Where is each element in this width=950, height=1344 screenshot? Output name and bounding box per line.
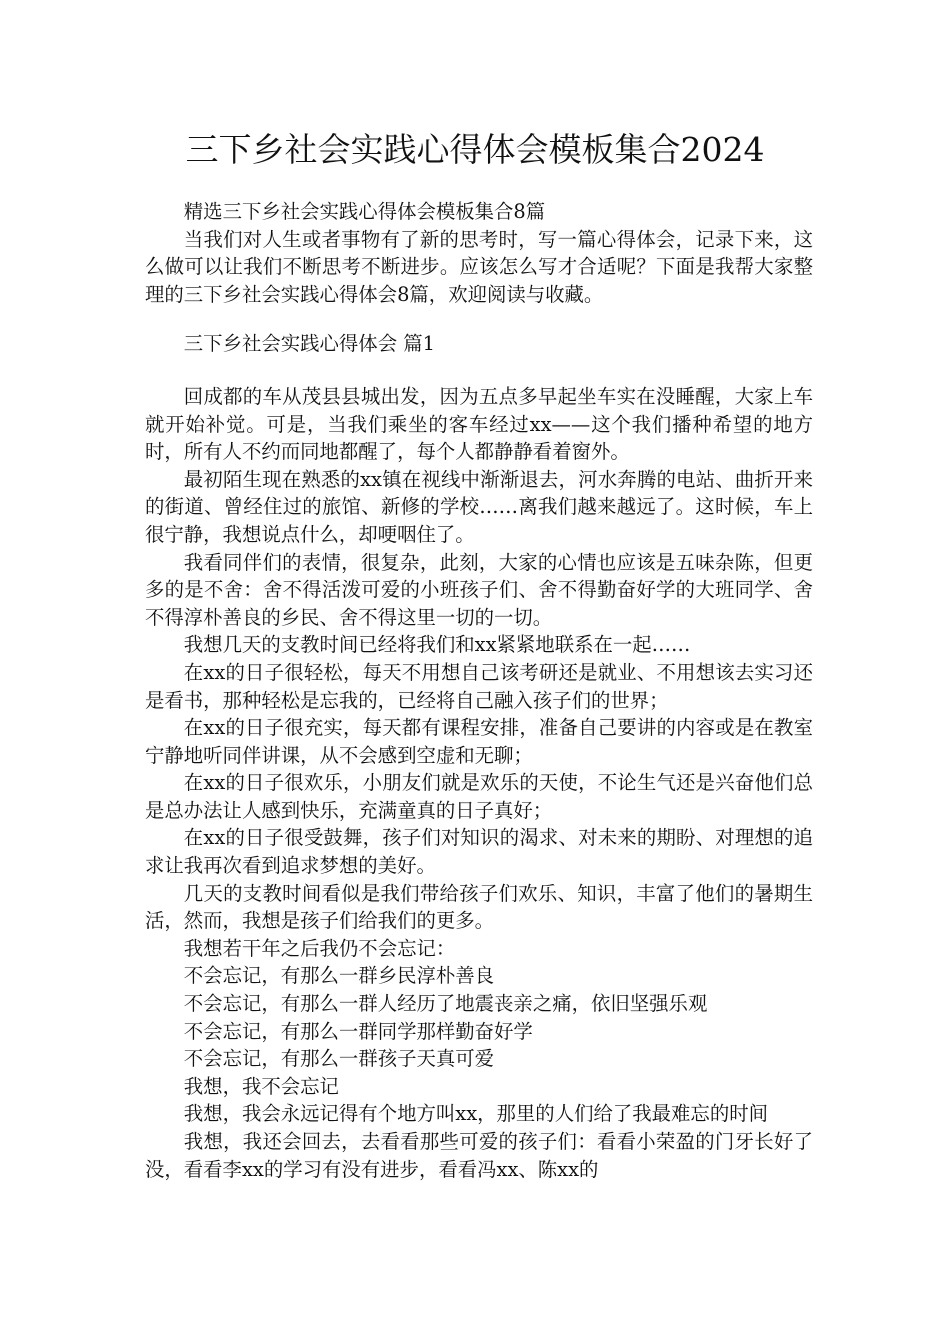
paragraph: 不会忘记，有那么一群同学那样勤奋好学: [183, 1019, 533, 1043]
paragraph: 我想，我会永远记得有个地方叫xx，那里的人们给了我最难忘的时间: [183, 1102, 768, 1126]
paragraph: 不会忘记，有那么一群人经历了地震丧亲之痛，依旧坚强乐观: [183, 992, 708, 1016]
paragraph: 不会忘记，有那么一群孩子天真可爱: [183, 1047, 495, 1071]
paragraph: 不会忘记，有那么一群乡民淳朴善良: [183, 964, 495, 988]
paragraph: 我看同伴们的表情，很复杂，此刻，大家的心情也应该是五味杂陈，但更多的是不舍：舍不得活泼可爱的小班孩子们、舍不得勤奋好学的大班同学、舍不得淳朴善良的乡民、舍不得这里一切的一切。: [145, 550, 813, 629]
document-body: [145, 198, 813, 1183]
paragraph: 我想，我还会回去，去看看那些可爱的孩子们：看看小荣盈的门牙长好了没，看看李xx的学习有没有进步，看看冯xx、陈xx的: [145, 1130, 813, 1181]
paragraph: 在xx的日子很受鼓舞，孩子们对知识的渴求、对未来的期盼、对理想的追求让我再次看到追求梦想的美好。: [145, 826, 813, 878]
paragraph: 我想，我不会忘记: [183, 1074, 339, 1098]
paragraph: 几天的支教时间看似是我们带给孩子们欢乐、知识，丰富了他们的暑期生活，然而，我想是孩子们给我们的更多。: [145, 881, 813, 933]
section-heading: 三下乡社会实践心得体会 篇1: [183, 332, 435, 356]
paragraph: 最初陌生现在熟悉的xx镇在视线中渐渐退去，河水奔腾的电站、曲折开来的街道、曾经住过的旅馆、新修的学校……离我们越来越远了。这时候，车上很宁静，我想说点什么，却哽咽住了。: [145, 467, 813, 546]
paragraph: 在xx的日子很欢乐，小朋友们就是欢乐的天使，不论生气还是兴奋他们总是总办法让人感到快乐，充满童真的日子真好；: [145, 771, 813, 822]
paragraph: 回成都的车从茂县县城出发，因为五点多早起坐车实在没睡醒，大家上车就开始补觉。可是，当我们乘坐的客车经过xx——这个我们播种希望的地方时，所有人不约而同地都醒了，每个人都静静看着窗外。: [145, 384, 813, 464]
paragraph: 我想几天的支教时间已经将我们和xx紧紧地联系在一起……: [183, 633, 691, 657]
intro-line: 精选三下乡社会实践心得体会模板集合8篇: [183, 200, 546, 223]
intro-paragraph: 当我们对人生或者事物有了新的思考时，写一篇心得体会，记录下来，这么做可以让我们不断思考不断进步。应该怎么写才合适呢？下面是我帮大家整理的三下乡社会实践心得体会8篇，欢迎阅读与收藏。: [145, 227, 813, 306]
document-title: 三下乡社会实践心得体会模板集合2024: [185, 130, 765, 169]
paragraph: 我想若干年之后我仍不会忘记：: [183, 936, 456, 960]
paragraph: 在xx的日子很轻松，每天不用想自己该考研还是就业、不用想该去实习还是看书，那种轻松是忘我的，已经将自己融入孩子们的世界；: [145, 660, 813, 712]
paragraph: 在xx的日子很充实，每天都有课程安排，准备自己要讲的内容或是在教室宁静地听同伴讲课，从不会感到空虚和无聊；: [145, 716, 813, 767]
